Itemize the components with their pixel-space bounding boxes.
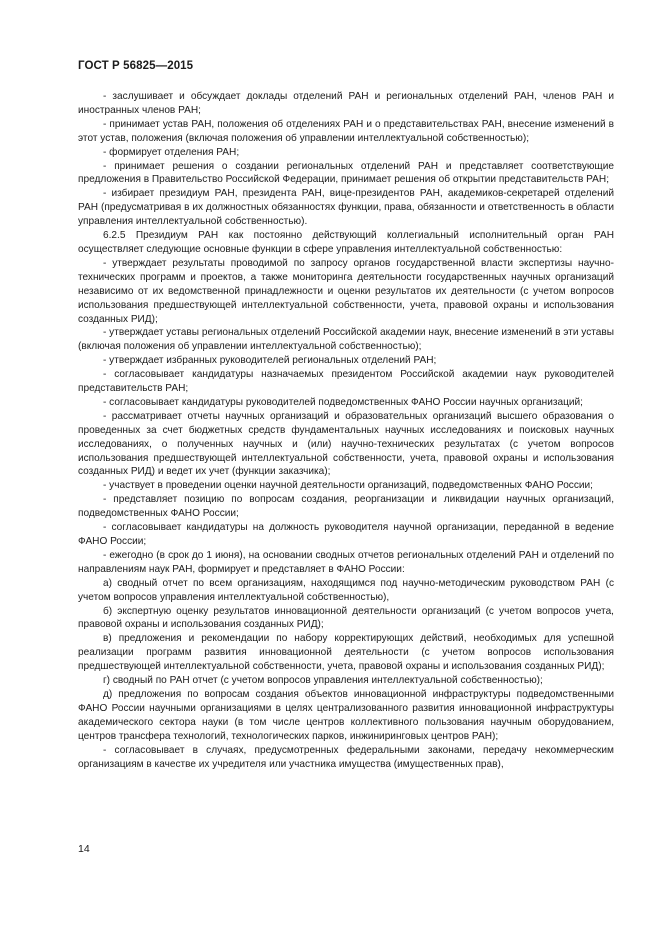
paragraph: - формирует отделения РАН;: [103, 146, 240, 158]
paragraph: - ежегодно (в срок до 1 июня), на основании сводных отчетов региональных отделений РАН и отделений по направлениям наук РАН, формирует и представляет в ФАНО России:: [78, 549, 614, 575]
section-paragraph: 6.2.5 Президиум РАН как постоянно действующий коллегиальный исполнительный орган РАН осуществляет следующие основные функции в сфере управления интеллектуальной собственностью:: [78, 230, 614, 255]
paragraph: - рассматривает отчеты научных организаций и образовательных организаций высшего образования о проведенных за счет бюджетных средств фундаментальных научных исследованиях и поисковых научных исследованиях, о полученных научных и (или) научно-технических результатах (с учетом вопросов использования предшествующей интеллектуальной собственности, учета, правовой охраны и использования созданных РИД) и ведет их учет (функции заказчика);: [78, 410, 614, 478]
paragraph: - принимает решения о создании региональных отделений РАН и представляет соответствующие предложения в Правительство Российской Федерации, принимает решения об открытии представительств РАН;: [78, 160, 614, 186]
paragraph: - согласовывает кандидатуры руководителей подведомственных ФАНО России научных организаций;: [103, 396, 583, 408]
list-item: а) сводный отчет по всем организациям, находящимся под научно-методическим руководством РАН (с учетом вопросов управления интеллектуальной собственностью),: [78, 577, 614, 603]
document-body: [78, 90, 614, 771]
paragraph: - утверждает результаты проводимой по запросу органов государственной власти экспертизы научно-технических программ и проектов, а также мониторинга деятельности государственных научных организаций независимо от их ведомственной принадлежности и оценки результатов их деятельности (с учетом вопросов использования предшествующей интеллектуальной собственности, учета, правовой охраны и использования созданных РИД);: [78, 257, 614, 325]
page-number: 14: [78, 843, 90, 855]
list-item: б) экспертную оценку результатов инновационной деятельности организаций (с учетом вопросов учета, правовой охраны и использования созданных РИД);: [78, 605, 614, 631]
paragraph: - участвует в проведении оценки научной деятельности организаций, подведомственных ФАНО России;: [103, 480, 593, 492]
paragraph: - утверждает избранных руководителей региональных отделений РАН;: [103, 355, 437, 367]
standard-header: ГОСТ Р 56825—2015: [78, 60, 194, 72]
paragraph: - утверждает уставы региональных отделений Российской академии наук, внесение изменений в эти уставы (включая положения об управлении интеллектуальной собственностью);: [78, 327, 614, 353]
list-item: г) сводный по РАН отчет (с учетом вопросов управления интеллектуальной собственностью);: [103, 675, 543, 687]
paragraph: - представляет позицию по вопросам создания, реорганизации и ликвидации научных организаций, подведомственных ФАНО России;: [78, 494, 614, 520]
paragraph: - согласовывает кандидатуры на должность руководителя научной организации, переданной в ведение ФАНО России;: [78, 522, 614, 547]
paragraph: - принимает устав РАН, положения об отделениях РАН и о представительствах РАН, внесение изменений в этот устав, положения (включая положения об управлении интеллектуальной собственностью);: [78, 118, 614, 144]
list-item: в) предложения и рекомендации по набору корректирующих действий, необходимых для успешной реализации программ развития инновационной деятельности (с учетом вопросов использования предшествующей интеллектуальной собственности, учета, правовой охраны и использования созданных РИД);: [78, 633, 614, 673]
paragraph: - согласовывает в случаях, предусмотренных федеральными законами, передачу некоммерческим организациям в качестве их учредителя или участника имущества (имущественных прав),: [78, 744, 614, 770]
paragraph: - избирает президиум РАН, президента РАН, вице-президентов РАН, академиков-секретарей отделений РАН (предусматривая в их должностных обязанностях функции, права, обязанности и ответственность в области управления интеллектуальной собственностью).: [78, 188, 614, 228]
paragraph: - заслушивает и обсуждает доклады отделений РАН и региональных отделений РАН, членов РАН и иностранных членов РАН;: [78, 91, 614, 116]
list-item: д) предложения по вопросам создания объектов инновационной инфраструктуры подведомственными ФАНО России научными организациями в целях централизованного развития инновационной инфраструктуры академического сектора науки (в том числе центров коллективного пользования научным оборудованием, центров трансфера технологий, технологических парков, инжиниринговых центров РАН);: [78, 688, 614, 742]
paragraph: - согласовывает кандидатуры назначаемых президентом Российской академии наук руководителей представительств РАН;: [78, 369, 614, 395]
